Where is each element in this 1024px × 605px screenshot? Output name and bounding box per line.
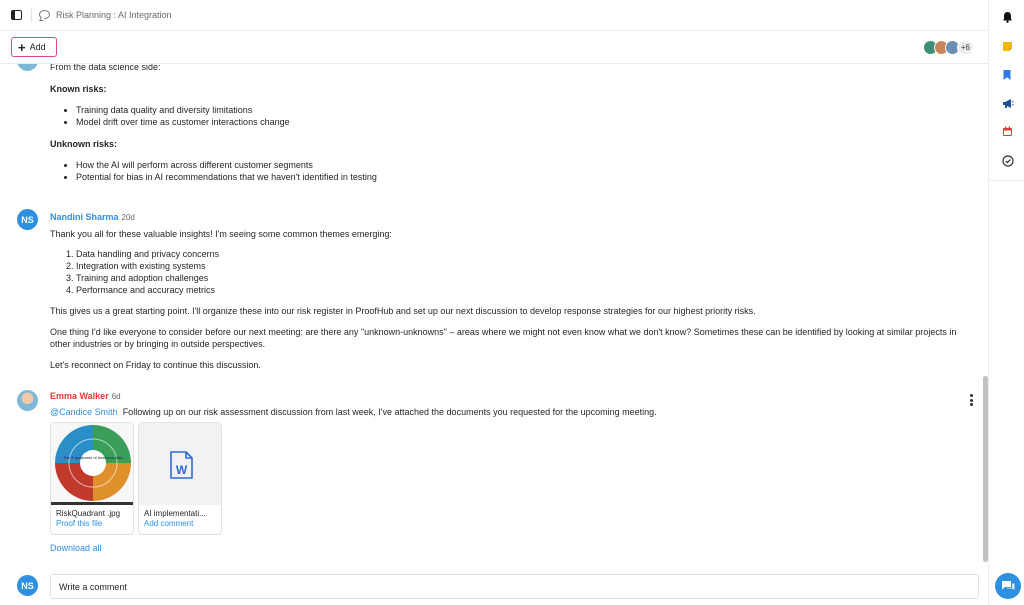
list-item: • Training data quality and diversity limitations: [76, 104, 950, 116]
panel-toggle-icon[interactable]: [11, 10, 22, 20]
bookmark-icon[interactable]: [1002, 69, 1012, 81]
timestamp: 20d: [121, 213, 135, 222]
comment-input[interactable]: Write a comment: [50, 574, 979, 599]
message-body: [50, 211, 960, 371]
chat-bubble-icon: [39, 10, 50, 19]
plus-icon: +: [18, 39, 26, 55]
section-heading: Known risks:: [50, 84, 107, 94]
comment-composer: [0, 569, 988, 605]
themes-list: [50, 248, 960, 296]
author-name[interactable]: Emma Walker: [50, 391, 109, 401]
message-paragraph: This gives us a great starting point. I'll organize these into our risk register in ProofHub and set up our next discussion to develop response strategies for our highest priority risks.: [50, 306, 756, 316]
breadcrumb: Risk Planning : AI Integration: [56, 10, 172, 20]
attachment-thumbnail[interactable]: [139, 423, 221, 505]
attachment-card[interactable]: [138, 422, 222, 535]
message-text: [50, 406, 950, 418]
attachment-thumbnail[interactable]: [51, 423, 133, 505]
message-text-content: Following up on our risk assessment discussion from last week, I've attached the documents you requested for the upcoming meeting.: [122, 407, 657, 417]
thumbnail-caption: The 4 quadrants of business risks: [63, 455, 123, 460]
list-item: 2. Integration with existing systems: [76, 260, 960, 272]
list-item: • Potential for bias in AI recommendations that we haven't identified in testing: [76, 171, 950, 183]
author-name[interactable]: Nandini Sharma: [50, 212, 119, 222]
message-body: [50, 64, 950, 183]
members-more-badge[interactable]: +6: [957, 40, 974, 55]
risk-quadrant-image: [51, 423, 134, 505]
calendar-icon[interactable]: [1002, 126, 1013, 137]
chat-fab-button[interactable]: [995, 573, 1021, 599]
attachment-name[interactable]: AI implementati...: [144, 509, 206, 518]
word-document-icon: [139, 423, 222, 505]
list-item: 1. Data handling and privacy concerns: [76, 248, 960, 260]
avatar: [17, 64, 38, 71]
message-intro: Thank you all for these valuable insights! I'm seeing some common themes emerging:: [50, 229, 392, 239]
list-item: • Model drift over time as customer interactions change: [76, 116, 950, 128]
avatar[interactable]: NS: [17, 209, 38, 230]
avatar[interactable]: [17, 390, 38, 411]
message-header: [50, 211, 960, 224]
message-paragraph: One thing I'd like everyone to consider before our next meeting: are there any "unknown-unknowns" – areas where we might not even know what we don't know? Sometimes these can be identified by looking at similar projects in other industries or by bringing in outside perspectives.: [50, 327, 957, 349]
divider: [989, 180, 1024, 181]
check-circle-icon[interactable]: [1002, 155, 1014, 167]
toolbar: [0, 31, 988, 64]
attachment-card[interactable]: [50, 422, 134, 535]
member-avatars[interactable]: [927, 40, 974, 55]
message-body: [50, 390, 950, 418]
add-button-label: Add: [29, 42, 46, 52]
attachment-name[interactable]: RiskQuadrant .jpg: [56, 509, 121, 518]
top-bar: [0, 0, 988, 31]
add-comment-link[interactable]: Add comment: [144, 519, 194, 528]
divider: [31, 9, 32, 22]
proof-file-link[interactable]: Proof this file: [56, 519, 103, 528]
sticky-note-icon[interactable]: [1002, 41, 1013, 52]
add-button[interactable]: [11, 37, 57, 57]
discussion-thread: [0, 64, 985, 569]
message-header: [50, 390, 950, 403]
svg-text:W: W: [175, 463, 188, 477]
unknown-risks-list: [50, 159, 950, 183]
message-paragraph: Let's reconnect on Friday to continue this discussion.: [50, 360, 261, 370]
megaphone-icon[interactable]: [1002, 98, 1014, 109]
list-item: 3. Training and adoption challenges: [76, 272, 960, 284]
section-heading: Unknown risks:: [50, 139, 118, 149]
chat-fab-icon: [1000, 579, 1016, 593]
avatar: NS: [17, 575, 38, 596]
bell-icon[interactable]: [1002, 11, 1013, 23]
list-item: • How the AI will perform across different customer segments: [76, 159, 950, 171]
timestamp: 6d: [111, 392, 121, 401]
message-intro: From the data science side:: [50, 64, 161, 72]
more-options-icon[interactable]: [970, 394, 973, 408]
right-sidebar: [988, 0, 1024, 605]
mention-link[interactable]: @Candice Smith: [50, 407, 118, 417]
download-all-link[interactable]: Download all: [50, 543, 102, 553]
known-risks-list: [50, 104, 950, 128]
list-item: 4. Performance and accuracy metrics: [76, 284, 960, 296]
